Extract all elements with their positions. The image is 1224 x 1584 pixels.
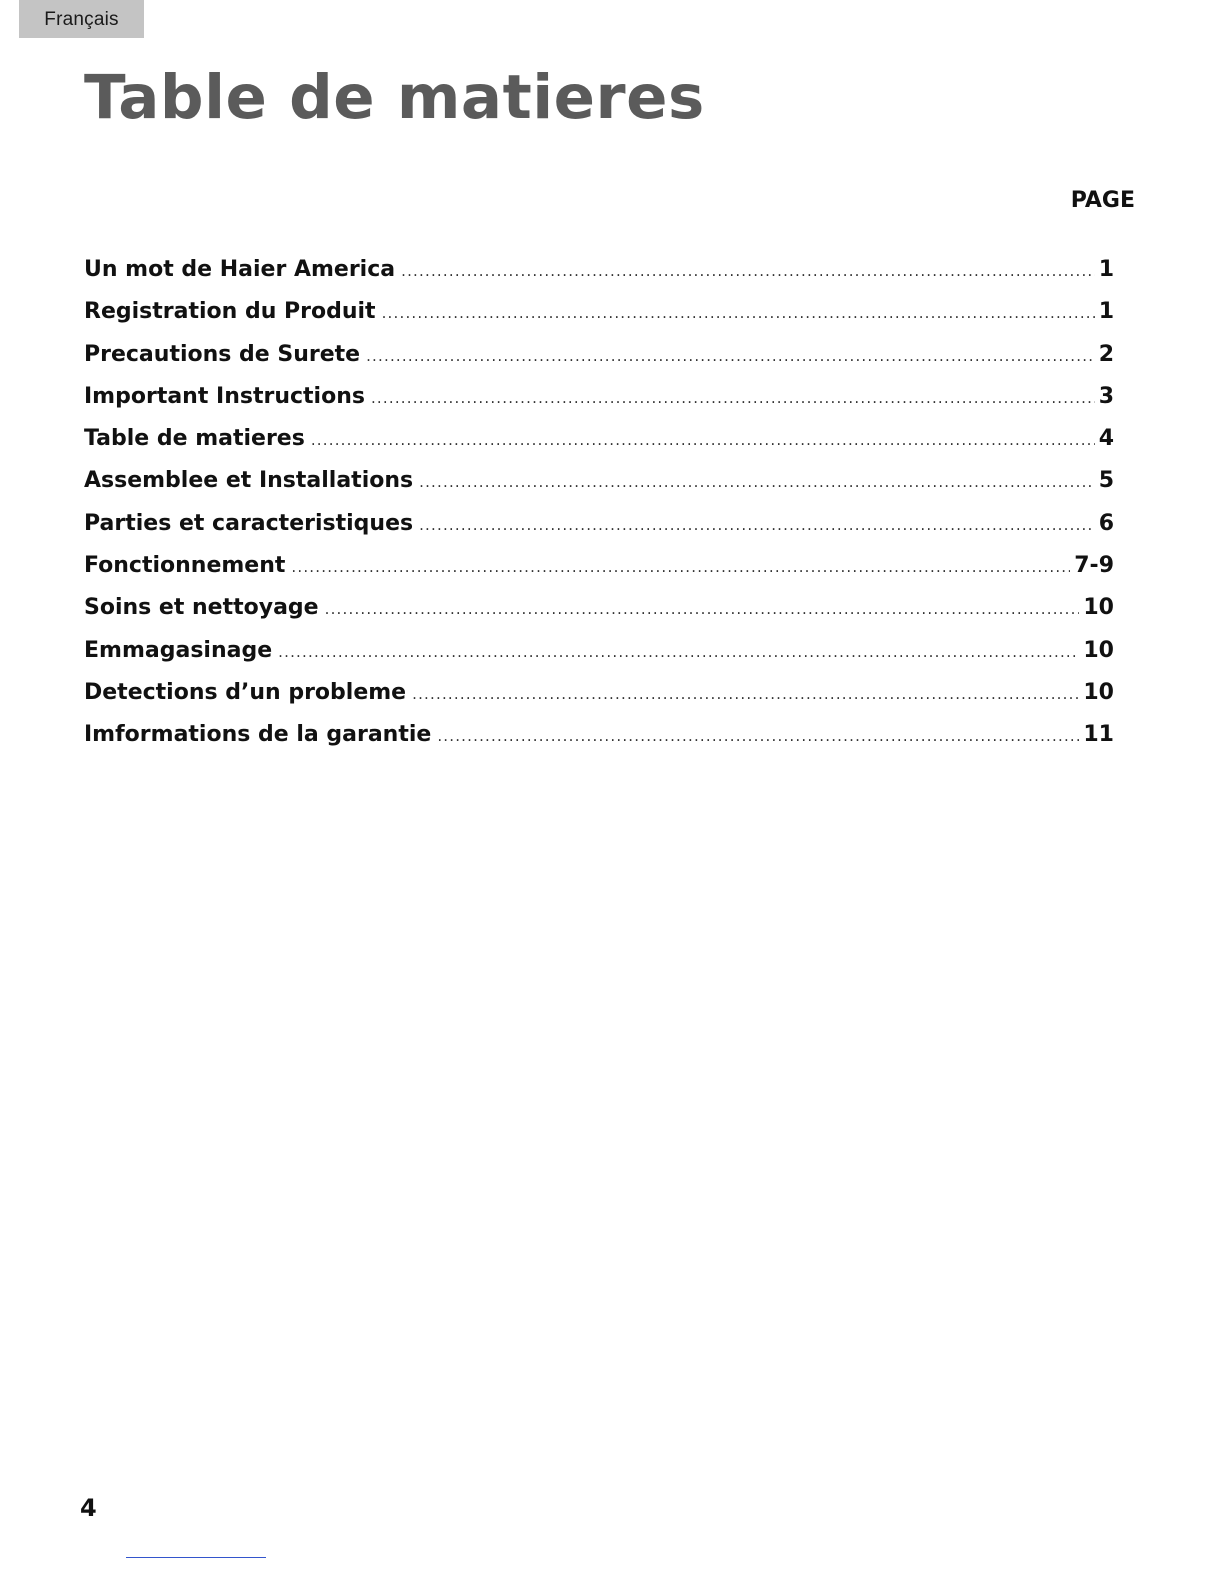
- toc-dot-leader: [412, 676, 1079, 712]
- toc-entry-page: 10: [1083, 595, 1114, 621]
- toc-entry[interactable]: [84, 463, 1114, 505]
- toc-dot-leader: [401, 253, 1095, 289]
- toc-entry[interactable]: [84, 590, 1114, 632]
- toc-entry[interactable]: [84, 717, 1114, 759]
- toc-entry-title: Soins et nettoyage: [84, 595, 319, 621]
- toc-dot-leader: [291, 549, 1070, 585]
- toc-entry[interactable]: [84, 252, 1114, 294]
- toc-entry-page: 3: [1098, 383, 1114, 409]
- toc-entry-title: Important Instructions: [84, 383, 365, 409]
- toc-entry[interactable]: [84, 506, 1114, 548]
- toc-entry-title: Imformations de la garantie: [84, 722, 432, 748]
- toc-entry[interactable]: [84, 294, 1114, 336]
- toc-dot-leader: [278, 634, 1079, 670]
- toc-dot-leader: [325, 591, 1080, 627]
- table-of-contents: [84, 252, 1114, 760]
- toc-entry-page: 11: [1083, 722, 1114, 748]
- toc-entry-page: 2: [1098, 341, 1114, 367]
- toc-entry[interactable]: [84, 675, 1114, 717]
- toc-entry[interactable]: [84, 421, 1114, 463]
- toc-dot-leader: [437, 718, 1079, 754]
- toc-entry-title: Un mot de Haier America: [84, 257, 396, 282]
- toc-entry-title: Parties et caracteristiques: [84, 510, 414, 536]
- toc-entry[interactable]: [84, 633, 1114, 675]
- toc-entry-page: 7-9: [1074, 553, 1114, 579]
- toc-entry-title: Fonctionnement: [84, 553, 286, 579]
- toc-entry-title: Assemblee et Installations: [84, 468, 414, 494]
- footer-rule: [126, 1557, 266, 1558]
- page-title: Table de matieres: [84, 62, 705, 133]
- toc-entry[interactable]: [84, 337, 1114, 379]
- toc-entry-page: 1: [1098, 299, 1114, 325]
- toc-dot-leader: [311, 422, 1095, 458]
- toc-dot-leader: [419, 464, 1095, 500]
- toc-entry[interactable]: [84, 379, 1114, 421]
- toc-entry-title: Registration du Produit: [84, 299, 376, 325]
- toc-entry-page: 1: [1098, 257, 1114, 282]
- toc-dot-leader: [382, 295, 1095, 331]
- toc-dot-leader: [366, 338, 1095, 374]
- toc-dot-leader: [371, 380, 1095, 416]
- toc-entry-title: Detections d’un probleme: [84, 679, 407, 705]
- toc-dot-leader: [419, 507, 1095, 543]
- toc-entry-page: 5: [1098, 468, 1114, 494]
- page-column-header: PAGE: [1070, 188, 1135, 213]
- toc-entry-page: 10: [1083, 679, 1114, 705]
- toc-entry-page: 6: [1098, 510, 1114, 536]
- language-tab: Français: [19, 0, 144, 38]
- toc-entry-page: 4: [1098, 426, 1114, 452]
- toc-entry[interactable]: [84, 548, 1114, 590]
- toc-entry-title: Precautions de Surete: [84, 341, 361, 367]
- page-number: 4: [80, 1494, 97, 1522]
- toc-entry-title: Table de matieres: [84, 426, 305, 452]
- toc-entry-page: 10: [1083, 637, 1114, 663]
- toc-entry-title: Emmagasinage: [84, 637, 273, 663]
